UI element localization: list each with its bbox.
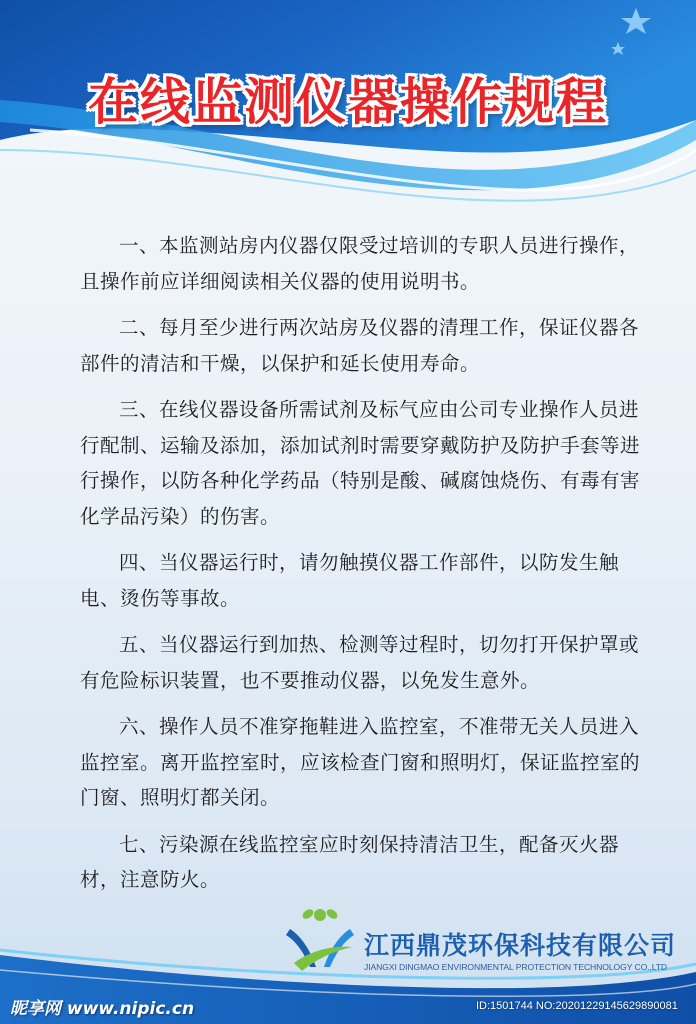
rule-item: 五、当仪器运行到加热、检测等过程时，切勿打开保护罩或有危险标识装置，也不要推动仪器，以免发生意外。 — [80, 633, 640, 692]
company-logo-icon — [282, 905, 358, 977]
image-id-watermark: ID:1501744 NO:20201229145629890081 — [476, 1000, 678, 1012]
site-watermark: 昵享网 www.nipic.cn — [10, 999, 195, 1019]
rule-item: 七、污染源在线监控室应时刻保持清洁卫生，配备灭火器材，注意防火。 — [80, 832, 620, 891]
rule-item: 六、操作人员不准穿拖鞋进入监控室，不准带无关人员进入监控室。离开监控室时，应该检查门窗和照明灯，保证监控室的门窗、照明灯都关闭。 — [80, 715, 641, 809]
company-name-cn: 江西鼎茂环保科技有限公司 — [364, 931, 677, 960]
rule-item: 一、本监测站房内仪器仅限受过培训的专职人员进行操作，且操作前应详细阅读相关仪器的使用说明书。 — [80, 234, 640, 293]
page-title: 在线监测仪器操作规程 — [88, 73, 608, 131]
rules-list — [80, 228, 656, 909]
company-name-en: JIANGXI DINGMAO ENVIRONMENTAL PROTECTION TECHNOLOGY CO.,LTD — [364, 962, 668, 972]
rule-item: 二、每月至少进行两次站房及仪器的清理工作，保证仪器各部件的清洁和干燥，以保护和延长使用寿命。 — [80, 316, 640, 375]
rule-item: 四、当仪器运行时，请勿触摸仪器工作部件，以防发生触电、烫伤等事故。 — [80, 551, 620, 610]
rule-item: 三、在线仪器设备所需试剂及标气应由公司专业操作人员进行配制、运输及添加，添加试剂时需要穿戴防护及防护手套等进行操作，以防各种化学药品（特别是酸、碱腐蚀烧伤、有毒有害化学品污染）的伤害。 — [80, 398, 641, 528]
